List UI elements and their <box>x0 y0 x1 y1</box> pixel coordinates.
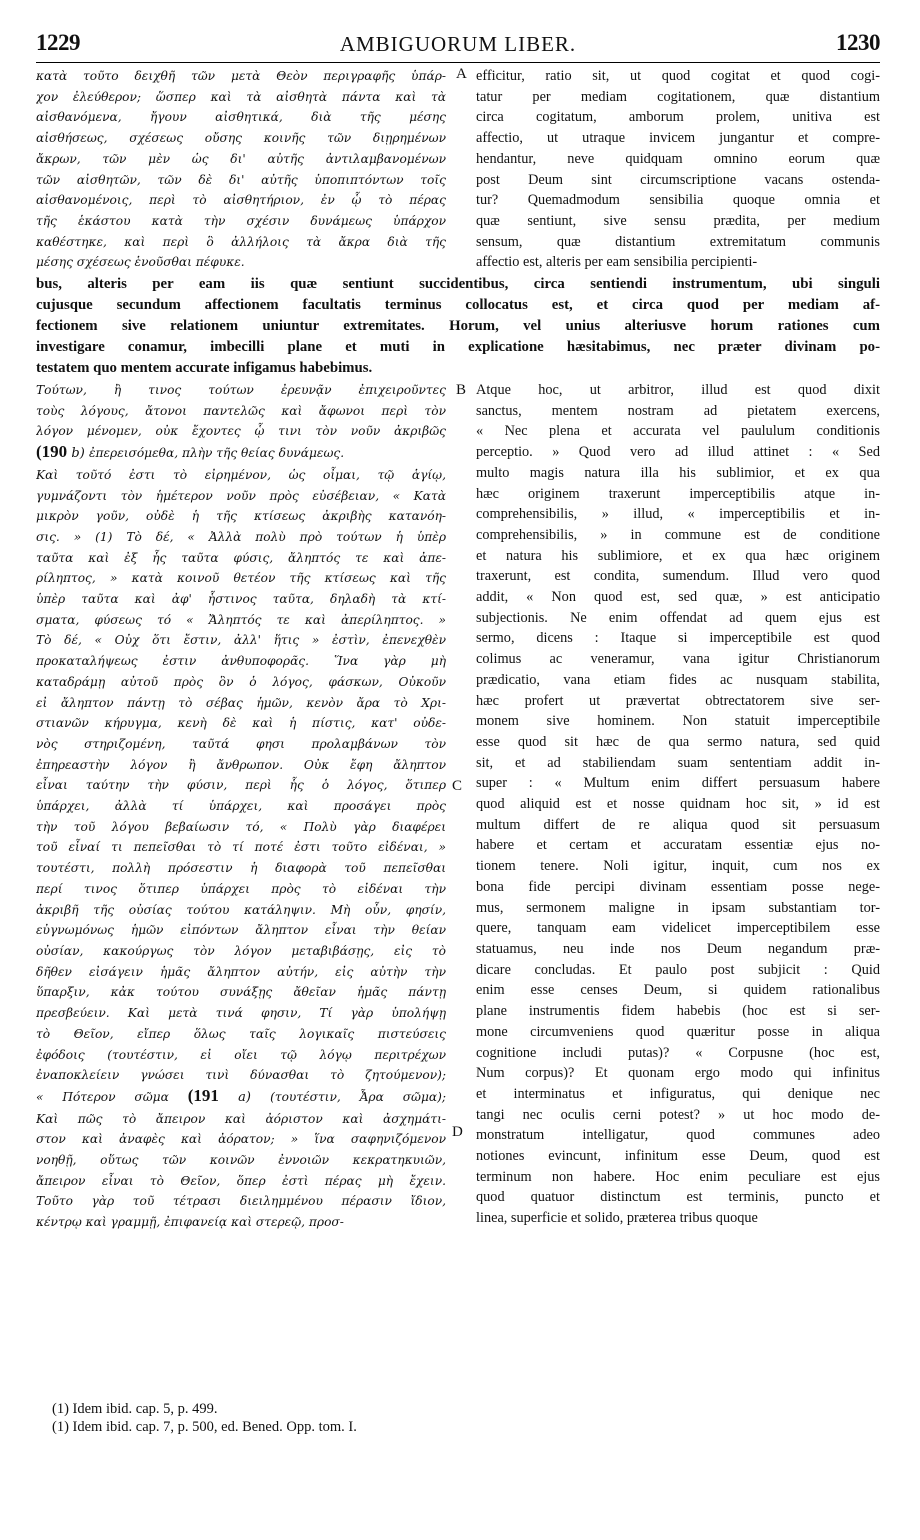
column-number-sub: b) <box>71 446 89 462</box>
greek-text-line: αἰσθανόμενα, ἤγουν αἰσθητικά, διὰ τῆς μέσης <box>36 110 446 125</box>
latin-text-line: perceptio. » Quod vero ad illud attinet : « Sed <box>476 444 880 461</box>
latin-text-line: hæc originem traxerunt imperceptibilis atque in- <box>476 485 880 502</box>
main-latin-column <box>476 380 880 1229</box>
greek-text-line: τοὺς λόγους, ἄτονοι παντελῶς καὶ ἄφωνοι περὶ τὸν <box>36 403 446 418</box>
latin-text-line: traxerunt, est condita, sumendum. Illud vero quod <box>476 568 880 585</box>
latin-text-line: quæ sentiunt, sive sensu prædita, per medium <box>476 212 880 229</box>
latin-text-line: fectionem sive relationem uniuntur extremitates. Horum, vel unius alteriusve horum rationes cum <box>36 318 880 334</box>
footnote-2: (1) Idem ibid. cap. 7, p. 500, ed. Bened. Opp. tom. I. <box>52 1419 357 1435</box>
footnote-1: (1) Idem ibid. cap. 5, p. 499. <box>52 1401 218 1417</box>
latin-text-line: tangi nec oculis cerni potest? » ut hoc modo de- <box>476 1106 880 1123</box>
greek-text-line: εὐγνωμόνως ἡμῶν εἰπόντων ἄληπτον εἶναι τὴν θείαν <box>36 923 446 938</box>
latin-text-line: et natura his sublimiore, et ex qua hæc originem <box>476 547 880 564</box>
greek-text-line: εἶναι ταύτην τὴν φύσιν, περὶ ἧς ὁ λόγος, ὅτιπερ <box>36 778 446 793</box>
greek-text-line: ὑπὲρ ταῦτα καὶ ἀφ' ἧστινος ταῦτα, δηλαδὴ τὰ κτί- <box>36 592 446 607</box>
latin-text-line: subjectionis. Ne enim offendat ad quem ejus est <box>476 609 880 626</box>
greek-text-line: ρίληπτος, » κατὰ κοινοῦ θετέον τῆς κτίσεως καὶ τῆς <box>36 571 446 586</box>
latin-text-line: mus, sermonem maligne in ipsam substantiam tor- <box>476 899 880 916</box>
greek-text-line: προκαταλήψεως ἐστιν ἀνθυποφορᾶς. Ἵνα γὰρ μὴ <box>36 654 446 669</box>
greek-text-line: καταδράμῃ αὐτοῦ πρὸς ὃν ὁ λόγος, φάσκων, Οὐκοῦν <box>36 674 446 689</box>
latin-text-line: statuamus, neu inde nos Deum negandum præ- <box>476 940 880 957</box>
page-number-left: 1229 <box>36 30 80 55</box>
column-number-marker: (190 <box>36 442 72 462</box>
full-width-latin-block <box>36 274 880 379</box>
latin-text-line: prædicatio, vana etiam fides ac nusquam stabilita, <box>476 671 880 688</box>
latin-text-line: quod aliquid est et nosse quidnam hoc sit, » id est <box>476 796 880 813</box>
latin-text-line: quere, tanquam eam videlicet imperceptibilem esse <box>476 920 880 937</box>
column-number-sub: a) <box>238 1089 271 1105</box>
latin-text-line: plane instrumentis fidem habebis (hoc est si ser- <box>476 1003 880 1020</box>
latin-text-line: sit, et ad stabiliendam suam sententiam addit in- <box>476 754 880 771</box>
latin-text-line: quod quatuor distinctum est terminis, puncto et <box>476 1189 880 1206</box>
latin-text-line: circa cogitatum, amborum prolem, unitiva est <box>476 109 880 126</box>
greek-text-line: ἀκριβῆ τῆς οὐσίας τούτου κατάληψιν. Μὴ οὖν, φησίν, <box>36 902 446 917</box>
greek-text-line: αἰσθήσεως, σχέσεως οὔσης κοινῆς τῶν διῃρημένων <box>36 131 446 146</box>
latin-text-line: Atque hoc, ut arbitror, illud est quod dixit <box>476 382 880 398</box>
greek-text-line: οὐσίαν, κακούργως τὸν λόγον μεταβιβάσῃς, εἰς τὸ <box>36 943 446 958</box>
latin-text-line: terminum non habere. Hoc enim peculiare est ejus <box>476 1168 880 1185</box>
greek-text-line: μέσης σχέσεως ἑνοῦσθαι πέφυκε. <box>36 255 245 270</box>
latin-text-line: sermo, dicens : Itaque si imperceptibile est quod <box>476 630 880 647</box>
greek-text-line: τὴν τοῦ λόγου βεβαίωσιν τό, « Πολὺ γὰρ διαφέρει <box>36 819 446 834</box>
latin-text-line: tur? Quemadmodum sensibilia quoque omnia et <box>476 192 880 209</box>
latin-text-line: Num corpus)? Et quonam ergo modo qui infinitus <box>476 1065 880 1082</box>
latin-text-line: multum differt de re aliqua quod sit persuasum <box>476 816 880 833</box>
greek-text-line: σις. » (1) Τὸ δέ, « Ἀλλὰ πολὺ πρὸ τούτων ἡ ὑπὲρ <box>36 529 446 544</box>
latin-text-line: bus, alteris per eam iis quæ sentiunt succidentibus, circa sentiendi instrumentum, ubi singuli <box>36 276 880 292</box>
greek-text-line: λόγον μένομεν, οὐκ ἔχοντες ᾧ τινι τὸν νοῦν ἀκριβῶς <box>36 424 446 439</box>
greek-text-line: νοηθῇ, οὕτως τῶν κοινῶν ἐννοιῶν κεκρατηκυιῶν, <box>36 1153 446 1168</box>
latin-text-line: dicare concludas. Et paulo post subjicit : Quid <box>476 961 880 978</box>
latin-text-line: affectio, ut utraque invicem jungantur et compre- <box>476 130 880 147</box>
greek-text-line: ἄπειρον εἶναι τὸ Θεῖον, ὅπερ ἐστὶ πέρας μὴ ἔχειν. <box>36 1173 446 1188</box>
latin-text-line: post Deum sint circumscriptione vacans ostenda- <box>476 171 880 188</box>
greek-text-line: τουτέστι, πολλὴ πρόσεστιν ἡ διαφορὰ τοῦ πεπεῖσθαι <box>36 861 446 876</box>
latin-text-line: hæc profert ut prævertat obtrectatorem sive ser- <box>476 692 880 709</box>
greek-text-line: (190 b) ἐπερεισόμεθα, πλὴν τῆς θείας δυνάμεως. <box>36 442 345 462</box>
latin-text-line: multo magis natura illa his sublimior, et ex qua <box>476 464 880 481</box>
greek-text-line: δῆθεν εἰσάγειν ἡμᾶς ἄληπτον αὐτήν, εἰς αὐτὴν τὴν <box>36 964 446 979</box>
greek-text-line: Καὶ πῶς τὸ ἄπειρον καὶ ἀόριστον καὶ ἀσχημάτι- <box>36 1111 446 1126</box>
greek-text-line: ὑπάρχει, ἀλλὰ τί ὑπάρχει, καὶ προσάγει πρὸς <box>36 799 446 814</box>
greek-text-line: περί τινος ὅτιπερ ὑπάρχει πρὸς τὸ εἰδέναι τὴν <box>36 881 446 896</box>
greek-text-line: γυμνάζοντι τὸν ἡμέτερον νοῦν πρὸς εὐσέβειαν, « Κατὰ <box>36 488 446 503</box>
latin-text-line: enim esse censes Deum, si quidem rationalibus <box>476 982 880 999</box>
greek-text-line: χον ἐλεύθερον; ὥσπερ καὶ τὰ αἰσθητὰ πάντα καὶ τὰ <box>36 89 446 104</box>
latin-text-line: sanctus, mentem nostram ad pietatem exercens, <box>476 402 880 419</box>
latin-text-line: « Nec plena et accurata vel paululum conditionis <box>476 423 880 440</box>
margin-letter-d: D <box>452 1124 463 1140</box>
greek-text-line: « Πότερον σῶμα (191 a) (τουτέστιν, Ἆρα σῶμα); <box>36 1085 446 1105</box>
latin-text-line: monem sive hominem. Non statuit imperceptibile <box>476 713 880 730</box>
latin-text-line: testatem quo mentem accurate infigamus habebimus. <box>36 360 373 376</box>
latin-text-line: comprehensibilis, » illud, « imperceptibilis et in- <box>476 506 880 523</box>
greek-text-line: Τούτων, ἢ τινος τούτων ἐρευνᾷν ἐπιχειροῦντες <box>36 383 446 397</box>
greek-text-line: Τοῦτο γὰρ τοῦ τέτρασι διειλημμένου πέρασιν ἴδιον, <box>36 1194 446 1209</box>
latin-text-line: addit, « Non quod est, sed quæ, » est anticipatio <box>476 589 880 606</box>
greek-text-line: σματα, φύσεως τό « Ἄληπτός τε καὶ ἀπερίληπτος. » <box>36 612 446 627</box>
latin-text-line: linea, superficie et solido, præterea tribus quoque <box>476 1210 758 1227</box>
greek-text-line: ὕπαρξιν, κἀκ τούτου συνάξῃς ἄθεῖαν ἡμᾶς πάντῃ <box>36 985 446 1000</box>
latin-text-line: mone circumveniens quod quæritur posse in aliqua <box>476 1023 880 1040</box>
margin-letter-a: A <box>456 66 467 82</box>
page-number-right: 1230 <box>836 30 880 55</box>
latin-text-line: habere et certam et accuratam essentiæ ejus no- <box>476 837 880 854</box>
greek-text-line: τῶν αἰσθητῶν, τῶν δὲ δι' αὐτῆς ὑποπιπτόντων τοῖς <box>36 172 446 187</box>
latin-text-line: investigare conamur, imbecilli plane et muti in explicatione hæsitabimus, nec præter divinam po- <box>36 339 880 355</box>
greek-text-line: μικρὸν γοῦν, οὐδὲ ἡ τῆς κτίσεως ἀκριβὴς κατανόη- <box>36 509 446 524</box>
greek-text-line: νὸς στηριζομένη, ταῦτά φησι προλαμβάνων τὸν <box>36 736 446 751</box>
latin-text-line: bona fide percipi divinam essentiam posse nege- <box>476 878 880 895</box>
latin-text-line: cujusque secundum affectionem facultatis terminus collocatus est, et circa quod per mediam af- <box>36 297 880 313</box>
latin-text-line: super : « Multum enim differt persuasum habere <box>476 775 880 792</box>
latin-text-line: affectio est, alteris per eam sensibilia percipienti- <box>476 254 758 271</box>
latin-text-line: tatur per mediam cogitationem, quæ distantium <box>476 88 880 105</box>
latin-text-line: cognitione includi putas)? « Corpusne (hoc est, <box>476 1044 880 1061</box>
latin-text-line: hendantur, neve quidquam omnino eorum quæ <box>476 150 880 167</box>
margin-letter-b: B <box>456 382 467 398</box>
top-latin-column <box>476 66 880 273</box>
greek-text-line: τὸ Θεῖον, εἴπερ ὅλως ταῖς λογικαῖς πιστεύσεις <box>36 1026 446 1041</box>
greek-text-line: τοῦ εἶναί τι πεπεῖσθαι τὸ τί ποτέ ἐστι τοῦτο εἰδέναι, » <box>36 840 446 855</box>
greek-text-line: στον καὶ ἀναφὲς καὶ ἀόρατον; » ἵνα σαφηνιζόμενον <box>36 1132 446 1147</box>
latin-text-line: esse quod sit hæc de qua sermo natura, sed quid <box>476 733 880 750</box>
greek-text-line: ἐφόδοις (τουτέστιν, εἰ οἴει τῷ λόγῳ περιτρέχων <box>36 1047 446 1062</box>
latin-text-line: et interminatus et infiguratus, qui denique nec <box>476 1085 880 1102</box>
greek-text-line: τῆς ἑκάστου κατὰ τὴν σχέσιν δυνάμεως ὑπάρχον <box>36 213 446 228</box>
latin-text-line: comprehensibilis, » in commune est de conditione <box>476 526 880 543</box>
margin-letter-c: C <box>452 778 463 794</box>
running-header <box>36 30 880 60</box>
main-greek-column <box>36 380 446 1233</box>
greek-text-line: κέντρῳ καὶ γραμμῇ, ἐπιφανείᾳ καὶ στερεῷ, προσ- <box>36 1215 344 1230</box>
latin-text-line: notiones evincunt, infinitum esse Deum, quod est <box>476 1148 880 1165</box>
greek-text-line: κατὰ τοῦτο δειχθῆ τῶν μετὰ Θεὸν περιγραφῆς ὑπάρ- <box>36 69 446 83</box>
greek-text-line: καθέστηκε, καὶ περὶ ὃ ἀλλήλοις τὰ ἄκρα διὰ τῆς <box>36 234 446 249</box>
latin-text-line: monstratum intelligatur, quod communes adeo <box>476 1127 880 1144</box>
latin-text-line: sensum, quæ distantium extremitatum communis <box>476 233 880 250</box>
greek-text-line: Καὶ τοῦτό ἐστι τὸ εἰρημένον, ὡς οἶμαι, τῷ ἁγίῳ, <box>36 467 446 482</box>
latin-text-line: colimus ac veneramur, vana igitur Christianorum <box>476 651 880 668</box>
greek-text-line: ἄκρων, τῶν μὲν ὡς δι' αὐτῆς ἀντιλαμβανομένων <box>36 151 446 166</box>
greek-text-line: εἰ ἄληπτον πάντῃ τὸ σέβας ἡμῶν, κενὸν ἄρα τὸ Χρι- <box>36 695 446 710</box>
latin-text-line: efficitur, ratio sit, ut quod cogitat et quod cogi- <box>476 68 880 84</box>
greek-text-line: ταῦτα καὶ ἐξ ἧς ταῦτα φύσις, ἄληπτός τε καὶ ἀπε- <box>36 550 446 565</box>
greek-text-line: Τὸ δέ, « Οὐχ ὅτι ἔστιν, ἀλλ' ἥτις » ἐστὶν, ἐπενεχθὲν <box>36 633 446 648</box>
top-greek-column <box>36 66 446 273</box>
footnotes <box>52 1400 357 1436</box>
greek-text-line: στιανῶν κήρυγμα, κενὴ δὲ καὶ ἡ πίστις, κατ' οὐδε- <box>36 716 446 731</box>
column-number-marker: (191 <box>187 1085 239 1105</box>
greek-text-line: πρεσβεύειν. Καὶ μετὰ τινά φησιν, Τί γὰρ ὑπολήψῃ <box>36 1006 446 1021</box>
header-rule <box>36 62 880 63</box>
greek-text-line: ἐπηρεαστὴν λόγον ἢ ἄνθρωπον. Οὐκ ἔφη ἄληπτον <box>36 757 446 772</box>
greek-text-line: ἐναποκλείειν γνώσει τινὶ δύνασθαι τὸ ζητούμενον); <box>36 1068 446 1083</box>
running-title: AMBIGUORUM LIBER. <box>339 32 577 56</box>
latin-text-line: tionem tenere. Noli igitur, inquit, cum nos ex <box>476 858 880 875</box>
greek-text-line: αἰσθανομένοις, περὶ τὸ αἰσθητήριον, ἐν ᾧ τὸ πέρας <box>36 193 446 208</box>
